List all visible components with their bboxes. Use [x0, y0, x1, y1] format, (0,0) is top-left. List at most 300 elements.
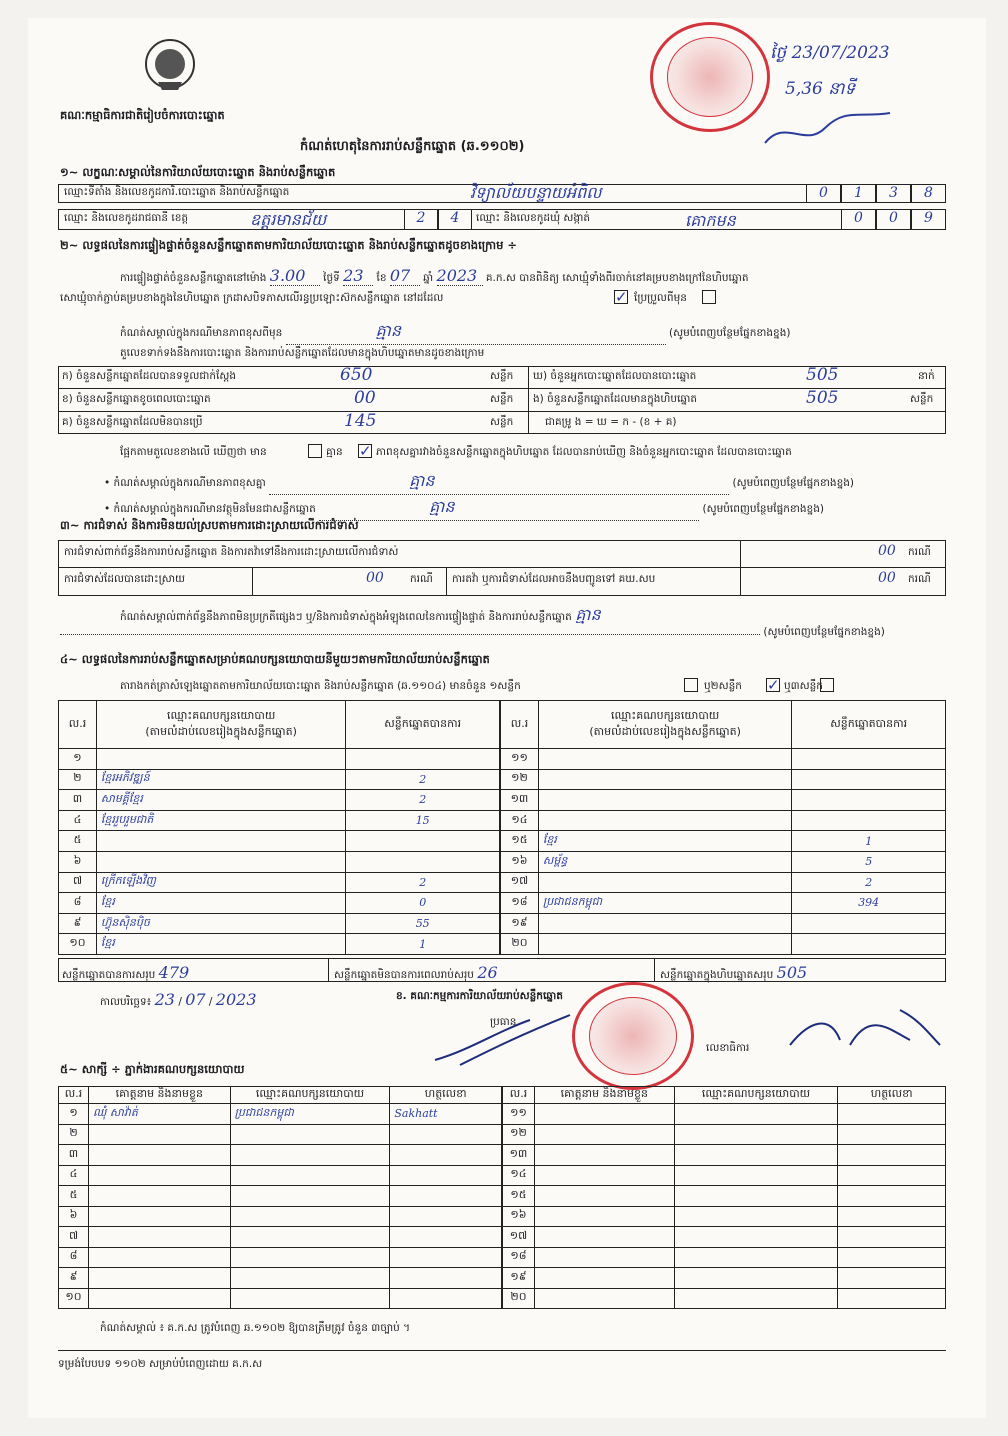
total-valid-label: សន្លឹកឆ្នោតបានការសរុប	[62, 969, 156, 981]
witness-sign	[838, 1206, 946, 1227]
witness-name	[88, 1145, 230, 1166]
station-code-digit: 1	[841, 184, 876, 203]
bullet1-hint: (សូមបំពេញបន្ថែមផ្នែកខាងខ្នង)	[732, 477, 854, 489]
vote-count: 1	[346, 934, 500, 955]
row-no: ១៤	[503, 1165, 535, 1186]
total-box	[660, 963, 807, 984]
unit-ballot: សន្លឹក	[490, 393, 514, 405]
row-no: ១៣	[503, 1145, 535, 1166]
section3-heading: ៣~ ការជំទាស់ និងការមិនយល់ស្របតាមការដោះស្រាយលើការជំទាស់	[60, 518, 359, 532]
witness-party	[230, 1247, 390, 1268]
province-name: ឧត្តរមានជ័យ	[250, 210, 327, 229]
row-no: ១១	[501, 749, 539, 770]
section1-heading: ១~ លក្ខណៈសម្គាល់នៃការិយាល័យបោះឆ្នោត និងរាប់សន្លឹកឆ្នោត	[60, 165, 336, 179]
row-no: ១៩	[503, 1268, 535, 1289]
row-no: ៦	[59, 851, 97, 872]
row-b-label: ខ) ចំនួនសន្លឹកឆ្នោតខូចពេលបោះឆ្នោត	[62, 393, 211, 405]
stamp-note-time: 5,36 នាទី	[785, 79, 856, 99]
vote-count: 2	[346, 769, 500, 790]
year-label: ឆ្នាំ	[423, 272, 434, 284]
table-row	[503, 1227, 946, 1248]
row-b-value: 00	[354, 388, 376, 408]
table-row	[503, 1206, 946, 1227]
table-row	[59, 851, 500, 872]
witness-party	[674, 1104, 838, 1125]
party-name	[96, 831, 345, 852]
table-row	[503, 1268, 946, 1289]
vote-count	[346, 831, 500, 852]
station-code-digit: 8	[911, 184, 946, 203]
committee-label: ខ. គណៈកម្មការការិយាល័យរាប់សន្លឹកឆ្នោត	[396, 990, 563, 1002]
row-no: ៧	[59, 872, 97, 893]
same-checkbox[interactable]: ✓	[615, 288, 628, 306]
table-row	[59, 1165, 502, 1186]
col-votes: សន្លឹកឆ្នោតបានការ	[792, 701, 946, 749]
check-time: 3.00	[270, 266, 320, 286]
witness-party	[674, 1165, 838, 1186]
witness-name	[534, 1288, 674, 1309]
party-name	[538, 749, 791, 770]
witness-sign	[838, 1145, 946, 1166]
date-label: កាលបរិច្ឆេទ៖	[100, 996, 152, 1008]
bullet2: • កំណត់សម្គាល់ក្នុងករណីមានវត្ថុមិនមែនជាសន្លឹកឆ្នោត គ្មាន (សូមបំពេញបន្ថែមផ្នែកខាងខ្នង)	[104, 496, 824, 521]
witness-name: ឈុំ សាវ៉ាត់	[88, 1104, 230, 1125]
witness-party	[230, 1288, 390, 1309]
section3-note-hint: (សូមបំពេញបន្ថែមផ្នែកខាងខ្នង)	[763, 626, 885, 638]
commune-code-digit: 9	[911, 209, 946, 230]
vote-count: 15	[346, 810, 500, 831]
col-sign: ហត្ថលេខា	[390, 1087, 502, 1104]
witness-party: ប្រជាជនកម្ពុជា	[230, 1104, 390, 1125]
total-invalid-label: សន្លឹកឆ្នោតមិនបានការពេលរាប់សរុប	[334, 969, 474, 981]
official-stamp-top	[650, 22, 770, 132]
witness-name	[88, 1268, 230, 1289]
row-no: ១០	[59, 934, 97, 955]
table-row	[501, 872, 946, 893]
row-no: ៨	[59, 1247, 89, 1268]
numbers-intro: តួលេខទាក់ទងនឹងការបោះឆ្នោត និងការរាប់សន្លឹកឆ្នោតដែលមានក្នុងហិបឆ្នោតមានដូចខាងក្រោម	[120, 347, 485, 359]
col-party: ឈ្មោះគណបក្សនយោបាយ	[230, 1087, 390, 1104]
tally-line	[120, 680, 521, 695]
objection-row1-value: 00	[878, 543, 896, 559]
table-row	[503, 1124, 946, 1145]
total-valid-value: 479	[158, 963, 190, 982]
table-row	[59, 769, 500, 790]
row-no: ២	[59, 1124, 89, 1145]
row-c-value: 145	[344, 411, 377, 431]
row-no: ១៧	[501, 872, 539, 893]
note-hint: (សូមបំពេញបន្ថែមផ្នែកខាងខ្នង)	[668, 327, 791, 339]
witness-name	[88, 1186, 230, 1207]
row-no: ៥	[59, 831, 97, 852]
party-results-right	[500, 700, 946, 955]
row-no: ១៤	[501, 810, 539, 831]
party-name	[538, 769, 791, 790]
vote-count: 0	[346, 893, 500, 914]
table-row	[59, 1288, 502, 1309]
party-name	[538, 872, 791, 893]
table-row	[501, 913, 946, 934]
vote-count: 2	[346, 790, 500, 811]
row-d-value: 505	[806, 365, 839, 385]
witness-party	[674, 1186, 838, 1207]
vote-count	[346, 851, 500, 872]
bullet1-label: កំណត់សម្គាល់ក្នុងករណីមានភាពខុសគ្នា	[113, 477, 266, 489]
month-label: ខែ	[376, 272, 387, 284]
col-party-sub: (តាមលំដាប់លេខរៀងក្នុងសន្លឹកឆ្នោត)	[145, 724, 297, 738]
witness-sign	[838, 1288, 946, 1309]
witness-name	[534, 1247, 674, 1268]
secretary-label: លេខាធិការ	[706, 1042, 750, 1054]
party-name: ខ្មែរ	[96, 934, 345, 955]
row-no: ៤	[59, 1165, 89, 1186]
total-invalid-value: 26	[477, 963, 498, 982]
party-name	[538, 810, 791, 831]
witness-party	[674, 1145, 838, 1166]
witness-sign	[390, 1206, 502, 1227]
witness-name	[534, 1227, 674, 1248]
vote-count: 2	[792, 872, 946, 893]
total-box-label: សន្លឹកឆ្នោតក្នុងហិបឆ្នោតសរុប	[660, 969, 774, 981]
section3-note	[120, 604, 601, 628]
secretary-signature	[780, 1000, 950, 1064]
tally-1-checkbox[interactable]	[684, 678, 698, 692]
party-name: ប្រជាជនកម្ពុជា	[538, 893, 791, 914]
commune-label: ឈ្មោះ និងលេខកូដឃុំ សង្កាត់	[476, 212, 591, 224]
witness-name	[534, 1268, 674, 1289]
witness-sign	[390, 1288, 502, 1309]
date-day: 23	[154, 990, 175, 1009]
witness-sign	[390, 1165, 502, 1186]
col-party-title: ឈ្មោះគណបក្សនយោបាយ	[167, 708, 276, 722]
row-no: ១១	[503, 1104, 535, 1125]
witness-sign: Sakhatt	[390, 1104, 502, 1125]
check-line-1	[120, 266, 749, 287]
vote-count	[792, 810, 946, 831]
party-name	[538, 913, 791, 934]
tally-opt3: ឬ៣សន្លឹក	[784, 680, 823, 692]
witness-party	[674, 1268, 838, 1289]
party-name	[538, 790, 791, 811]
table-row	[501, 851, 946, 872]
unit-person: នាក់	[918, 370, 935, 382]
row-d-label: ឃ) ចំនួនអ្នកបោះឆ្នោតដែលបានបោះឆ្នោត	[533, 370, 697, 382]
row-no: ១៦	[503, 1206, 535, 1227]
section3-note-value: គ្មាន	[575, 605, 601, 624]
row-a-label: ក) ចំនួនសន្លឹកឆ្នោតដែលបានទទួលជាក់ស្តែង	[62, 370, 237, 382]
unit-ballot: សន្លឹក	[910, 393, 934, 405]
province-label: ឈ្មោះ និងលេខកូដរាជធានី ខេត្ត	[64, 212, 189, 224]
witness-party	[230, 1124, 390, 1145]
col-no: ល.រ	[503, 1087, 535, 1104]
witness-party	[230, 1145, 390, 1166]
witness-party	[674, 1288, 838, 1309]
row-no: ១៩	[501, 913, 539, 934]
col-votes: សន្លឹកឆ្នោតបានការ	[346, 701, 500, 749]
table-row	[59, 1124, 502, 1145]
objection-row2-label: ការជំទាស់ដែលបានដោះស្រាយ	[64, 573, 186, 585]
witness-sign	[838, 1104, 946, 1125]
witness-name	[534, 1104, 674, 1125]
station-label: ឈ្មោះទីតាំង និងលេខកូដការិ.បោះឆ្នោត និងរាប់សន្លឹកឆ្នោត	[64, 186, 290, 198]
province-code-digit: 2	[404, 209, 438, 230]
vote-count	[792, 913, 946, 934]
row-no: ១៨	[501, 893, 539, 914]
row-no: ១៥	[503, 1186, 535, 1207]
witness-party	[230, 1165, 390, 1186]
row-no: ៧	[59, 1227, 89, 1248]
witness-party	[230, 1186, 390, 1207]
row-c-label: គ) ចំនួនសន្លឹកឆ្នោតដែលមិនបានប្រើ	[62, 416, 203, 428]
witness-name	[534, 1124, 674, 1145]
witness-sign	[390, 1268, 502, 1289]
table-row	[59, 1206, 502, 1227]
col-party	[96, 701, 345, 749]
station-code-digit: 3	[876, 184, 911, 203]
compare-none-label: គ្មាន	[326, 446, 343, 458]
witness-name	[88, 1165, 230, 1186]
check-year: 2023	[437, 266, 483, 286]
unit-ballot: សន្លឹក	[490, 416, 514, 428]
witness-name	[88, 1124, 230, 1145]
commune-code-digit: 0	[841, 209, 876, 230]
nec-emblem-icon	[140, 36, 200, 94]
row-no: ១២	[501, 769, 539, 790]
objection-row3-value: 00	[878, 570, 896, 586]
table-row	[501, 769, 946, 790]
witness-party	[674, 1247, 838, 1268]
official-stamp-bottom	[572, 982, 694, 1090]
table-row	[59, 934, 500, 955]
party-name: សាមគ្គីខ្មែរ	[96, 790, 345, 811]
party-name: ខ្មែររួបរួមជាតិ	[96, 810, 345, 831]
col-sign: ហត្ថលេខា	[838, 1087, 946, 1104]
objection-row1-label: ការជំទាស់ពាក់ព័ន្ធនឹងការរាប់សន្លឹកឆ្នោត និងការតវ៉ាទៅនឹងការដោះស្រាយលើការជំទាស់	[64, 546, 399, 558]
table-row	[501, 893, 946, 914]
col-no: ល.រ	[59, 701, 97, 749]
option-changed: ប្រែប្រួលពីមុន	[634, 292, 687, 304]
table-row	[59, 1268, 502, 1289]
note-label: កំណត់សម្គាល់ក្នុងករណីមានភាពខុសពីមុន	[120, 327, 283, 339]
changed-checkbox[interactable]	[702, 290, 716, 304]
party-name: ខ្មែរ	[96, 893, 345, 914]
commune-code-digit: 0	[876, 209, 911, 230]
witness-sign	[838, 1186, 946, 1207]
compare-has-checkbox[interactable]	[308, 444, 322, 458]
col-name: គោត្តនាម និងនាមខ្លួន	[88, 1087, 230, 1104]
col-party: ឈ្មោះគណបក្សនយោបាយ	[674, 1087, 838, 1104]
row-no: ១៣	[501, 790, 539, 811]
org-name: គណៈកម្មាធិការជាតិរៀបចំការបោះឆ្នោត	[60, 108, 225, 122]
witness-table-left	[58, 1086, 502, 1309]
witness-name	[534, 1206, 674, 1227]
row-a-value: 650	[340, 365, 373, 385]
party-name	[96, 851, 345, 872]
table-row	[59, 1247, 502, 1268]
col-no: ល.រ	[501, 701, 539, 749]
compare-option: ភាពខុសគ្នារវាងចំនួនសន្លឹកឆ្នោតក្នុងហិបឆ្នោត ដែលបានរាប់ឃើញ និងចំនួនអ្នកបោះឆ្នោត ដែលបានបោះឆ្នោត	[376, 446, 792, 458]
row-no: ៣	[59, 1145, 89, 1166]
note-line	[120, 320, 790, 345]
col-no: ល.រ	[59, 1087, 89, 1104]
table-row	[59, 893, 500, 914]
table-row	[59, 872, 500, 893]
objection-row2-value: 00	[366, 570, 384, 586]
row-no: ១៦	[501, 851, 539, 872]
row-no: ១០	[59, 1288, 89, 1309]
witness-party	[230, 1268, 390, 1289]
footnote: កំណត់សម្គាល់ ៖ គ.ក.ស ត្រូវបំពេញ ឆ.១១០២ ឱ្យបានត្រឹមត្រូវ ចំនួន ៣ច្បាប់ ។	[100, 1322, 411, 1334]
witness-sign	[838, 1268, 946, 1289]
table-row	[59, 913, 500, 934]
total-valid	[62, 963, 189, 984]
bullet2-label: កំណត់សម្គាល់ក្នុងករណីមានវត្ថុមិនមែនជាសន្លឹកឆ្នោត	[113, 503, 316, 515]
formula: ជាគម្រូ ង = ឃ = ក - (ខ + គ)	[545, 416, 677, 428]
party-name: ខ្មែរ	[538, 831, 791, 852]
table-row	[59, 1186, 502, 1207]
row-no: ៨	[59, 893, 97, 914]
row-no: ២០	[503, 1288, 535, 1309]
vote-count	[346, 749, 500, 770]
witness-party	[230, 1227, 390, 1248]
row-e-value: 505	[806, 388, 839, 408]
row-no: ១៥	[501, 831, 539, 852]
vote-count: 1	[792, 831, 946, 852]
stamp-note-date: ថ្ងៃ 23/07/2023	[770, 43, 890, 63]
table-row	[501, 831, 946, 852]
check-intro: ការផ្ទៀងផ្ទាត់ចំនួនសន្លឹកឆ្នោតនៅម៉ោង	[120, 272, 267, 284]
row-no: ៦	[59, 1206, 89, 1227]
witness-sign	[390, 1145, 502, 1166]
date-line: កាលបរិច្ឆេទ៖ 23 / 07 / 2023	[100, 990, 257, 1009]
witness-name	[88, 1206, 230, 1227]
check-text-1: គ.ក.ស បានពិនិត្យ សោឃ្មុំទាំងពីរចាក់នៅគម្របខាងក្រៅនៃហិបឆ្នោត	[485, 272, 749, 284]
table-row	[503, 1165, 946, 1186]
totals-row	[58, 958, 946, 982]
table-row	[59, 1145, 502, 1166]
witness-party	[230, 1206, 390, 1227]
tally-3-checkbox[interactable]	[820, 678, 834, 692]
table-row	[501, 934, 946, 955]
table-row	[59, 1104, 502, 1125]
date-year: 2023	[215, 990, 257, 1009]
check-line-2	[60, 292, 443, 307]
row-no: ៤	[59, 810, 97, 831]
table-row	[503, 1145, 946, 1166]
table-row	[501, 749, 946, 770]
col-party-title: ឈ្មោះគណបក្សនយោបាយ	[611, 708, 720, 722]
compare-line	[120, 446, 267, 461]
date-month: 07	[185, 990, 206, 1009]
table-row	[59, 1227, 502, 1248]
witness-party	[674, 1206, 838, 1227]
witness-sign	[390, 1227, 502, 1248]
table-row	[503, 1104, 946, 1125]
witness-sign	[390, 1247, 502, 1268]
witness-sign	[838, 1247, 946, 1268]
witness-name	[88, 1247, 230, 1268]
footer-text: ទម្រង់បែបបទ ១១០២ សម្រាប់បំពេញដោយ គ.ក.ស	[58, 1358, 263, 1370]
case-unit: ករណី	[410, 573, 433, 585]
chair-label: ប្រធាន	[490, 1016, 517, 1028]
section4-heading: ៤~ លទ្ធផលនៃការរាប់សន្លឹកឆ្នោតសម្រាប់គណបក្សនយោបាយនីមួយៗតាមការិយាល័យរាប់សន្លឹកឆ្នោត	[60, 652, 490, 666]
section3-note-label: កំណត់សម្គាល់ពាក់ព័ន្ធនឹងភាពមិនប្រក្រតីផ្សេងៗ ឬ/និងការជំទាស់ក្នុងអំឡុងពេលនៃការផ្ទៀងផ្ទាត់ និងការរាប់សន្លឹកឆ្នោត	[120, 611, 572, 623]
compare-text: ផ្អែកតាមតួលេខខាងលើ ឃើញថា មាន	[120, 446, 267, 458]
section5-heading: ៥~ សាក្សី ÷ ភ្នាក់ងារគណបក្សនយោបាយ	[60, 1062, 245, 1076]
section3-note-line	[60, 626, 885, 641]
row-no: ៣	[59, 790, 97, 811]
tally-text: តារាងកត់ត្រាសំឡេងឆ្នោតតាមការិយាល័យបោះឆ្នោត និងរាប់សន្លឹកឆ្នោត (ឆ.១១០៤) មានចំនួន ១សន្លឹក	[120, 680, 521, 692]
commune-name: គោកមន	[685, 211, 736, 230]
row-no: ២០	[501, 934, 539, 955]
objection-row3-label: ការតវ៉ា ឬការជំទាស់ដែលអាចនឹងបញ្ជូនទៅ គឃ.សប	[452, 573, 656, 585]
table-row	[501, 810, 946, 831]
col-party	[538, 701, 791, 749]
row-no: ១	[59, 1104, 89, 1125]
table-row	[59, 810, 500, 831]
row-e-label: ង) ចំនួនសន្លឹកឆ្នោតដែលមានក្នុងហិបឆ្នោត	[533, 393, 698, 405]
vote-count: 394	[792, 893, 946, 914]
vote-count	[792, 769, 946, 790]
unit-ballot: សន្លឹក	[490, 370, 514, 382]
tally-opt2: ឬ២សន្លឹក	[704, 680, 742, 692]
witness-name	[88, 1288, 230, 1309]
row-no: ២	[59, 769, 97, 790]
party-name: ហ៊្វុនស៊ិនប៉ិច	[96, 913, 345, 934]
table-row	[503, 1247, 946, 1268]
witness-sign	[838, 1165, 946, 1186]
table-row	[503, 1186, 946, 1207]
bullet1: • កំណត់សម្គាល់ក្នុងករណីមានភាពខុសគ្នា គ្មាន (សូមបំពេញបន្ថែមផ្នែកខាងខ្នង)	[104, 470, 854, 495]
tally-2-checkbox[interactable]: ✓	[767, 676, 780, 694]
total-box-value: 505	[776, 963, 808, 982]
witness-sign	[838, 1227, 946, 1248]
row-no: ៩	[59, 1268, 89, 1289]
vote-count	[792, 934, 946, 955]
witness-party	[674, 1124, 838, 1145]
witness-table-right	[502, 1086, 946, 1309]
station-code-digit: 0	[806, 184, 841, 203]
row-no: ៥	[59, 1186, 89, 1207]
province-code-digit: 4	[438, 209, 472, 230]
day-label: ថ្ងៃទី	[323, 272, 340, 284]
total-invalid	[334, 963, 498, 984]
vote-count	[792, 749, 946, 770]
witness-sign	[390, 1186, 502, 1207]
vote-count: 2	[346, 872, 500, 893]
party-name: ខ្មែរអភិវឌ្ឍន៍	[96, 769, 345, 790]
bullet2-hint: (សូមបំពេញបន្ថែមផ្នែកខាងខ្នង)	[702, 503, 824, 515]
vote-count	[792, 790, 946, 811]
party-name	[538, 934, 791, 955]
case-unit: ករណី	[908, 573, 931, 585]
party-name: សម្ព័ន្ធ	[538, 851, 791, 872]
witness-party	[674, 1227, 838, 1248]
row-no: ១៨	[503, 1247, 535, 1268]
note-value: គ្មាន	[286, 320, 666, 345]
chair-signature	[430, 1010, 580, 1074]
witness-name	[534, 1145, 674, 1166]
col-name: គោត្តនាម និងនាមខ្លួន	[534, 1087, 674, 1104]
row-no: ១	[59, 749, 97, 770]
vote-count: 55	[346, 913, 500, 934]
table-row	[59, 790, 500, 811]
table-row	[503, 1288, 946, 1309]
witness-name	[534, 1186, 674, 1207]
row-no: ១២	[503, 1124, 535, 1145]
bullet1-value: គ្មាន	[269, 470, 729, 495]
compare-none-checkbox[interactable]: ✓	[359, 442, 372, 460]
